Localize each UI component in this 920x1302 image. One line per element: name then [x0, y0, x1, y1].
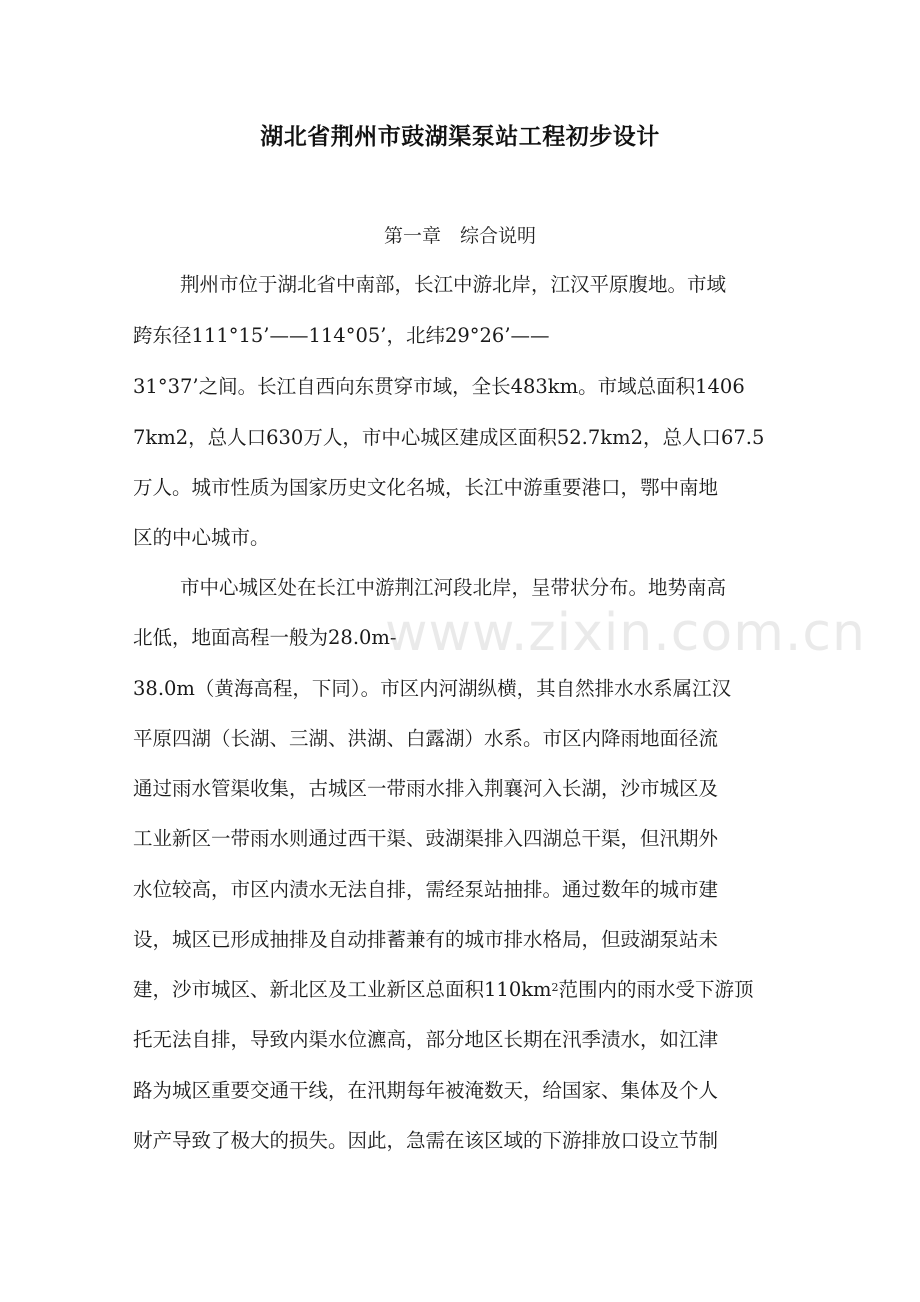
text-line: 水位较高，市区内渍水无法自排，需经泵站抽排。通过数年的城市建	[133, 878, 719, 901]
superscript: 2	[551, 981, 559, 994]
text-segment: 范围内的雨水受下游顶	[558, 978, 754, 1001]
text-line: 财产导致了极大的损失。因此，急需在该区域的下游排放口设立节制	[133, 1129, 719, 1152]
text-line: 万人。城市性质为国家历史文化名城，长江中游重要港口，鄂中南地	[133, 476, 719, 499]
text-line: 平原四湖（长湖、三湖、洪湖、白露湖）水系。市区内降雨地面径流	[133, 727, 719, 750]
watermark: www.zixin.com.cn	[385, 603, 866, 663]
text-line: 设，城区已形成抽排及自动排蓄兼有的城市排水格局，但豉湖泵站未	[133, 928, 719, 951]
text-line: 荆州市位于湖北省中南部，长江中游北岸，江汉平原腹地。市域	[180, 273, 727, 296]
text-segment: 建，沙市城区、新北区及工业新区总面积110km	[133, 978, 552, 1001]
text-line: 通过雨水管渠收集，古城区一带雨水排入荆襄河入长湖，沙市城区及	[133, 777, 719, 800]
text-line: 工业新区一带雨水则通过西干渠、豉湖渠排入四湖总干渠，但汛期外	[133, 827, 719, 850]
text-line: 跨东径111°15’——114°05’，北纬29°26’——	[133, 324, 550, 347]
text-line: 北低，地面高程一般为28.0m-	[133, 626, 397, 649]
text-line: 38.0m（黄海高程，下同）。市区内河湖纵横，其自然排水水系属江汉	[133, 677, 732, 700]
text-line: 31°37’之间。长江自西向东贯穿市域，全长483km。市域总面积1406	[133, 375, 745, 398]
text-line	[133, 976, 754, 1004]
chapter-heading: 第一章 综合说明	[383, 225, 536, 247]
document-title: 湖北省荆州市豉湖渠泵站工程初步设计	[260, 124, 660, 150]
text-line: 路为城区重要交通干线，在汛期每年被淹数天，给国家、集体及个人	[133, 1079, 719, 1102]
text-line: 市中心城区处在长江中游荆江河段北岸，呈带状分布。地势南高	[180, 576, 727, 599]
text-line: 区的中心城市。	[133, 526, 270, 549]
text-line: 7km2，总人口630万人，市中心城区建成区面积52.7km2，总人口67.5	[133, 426, 765, 449]
text-line: 托无法自排，导致内渠水位瀌高，部分地区长期在汛季渍水，如江津	[133, 1028, 719, 1051]
